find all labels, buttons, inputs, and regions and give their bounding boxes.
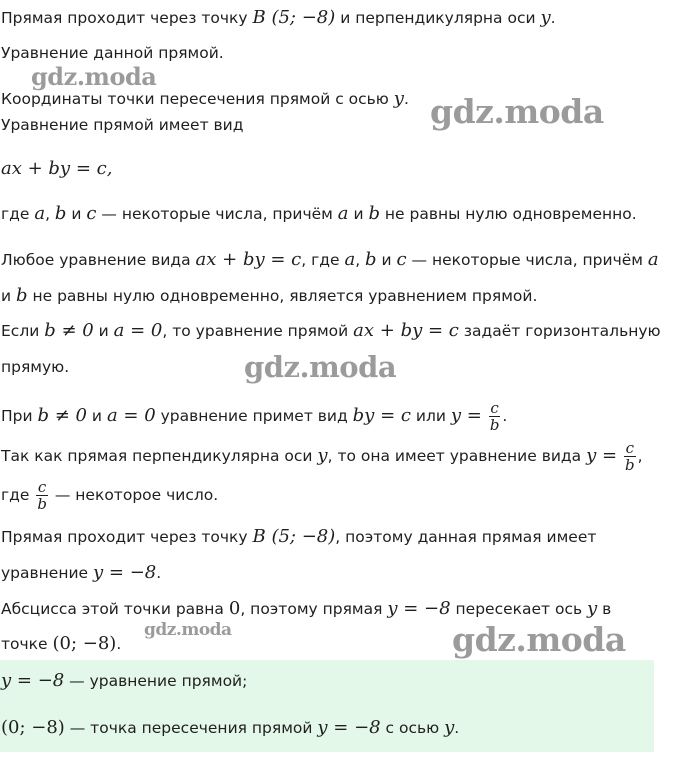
fraction-c-over-b: $\frac{c}{b}$ — [37, 478, 47, 513]
paragraph-line: Любое уравнение вида ax + by = c, где a, b и c — некоторые числа, причём a — [1, 249, 659, 270]
formula-general: ax + by = c, — [1, 158, 113, 179]
watermark-logo: gdz.moda — [452, 620, 626, 659]
paragraph-line: где $\frac{c}{b}$ — некоторое число. — [1, 478, 219, 513]
paragraph-line: При b ≠ 0 и a = 0 уравнение примет вид by = c или y = $\frac{c}{b}$ . — [1, 399, 508, 434]
answer-line-1: y = −8 — уравнение прямой; — [1, 670, 248, 691]
watermark-logo: gdz.moda — [244, 350, 397, 384]
fraction-c-over-b: $\frac{c}{b}$ — [624, 439, 635, 474]
paragraph-line: Абсцисса этой точки равна 0, поэтому прямая y = −8 пересекает ось y в — [1, 598, 612, 619]
problem-statement: Прямая проходит через точку B (5; −8) и перпендикулярна оси y. — [1, 7, 556, 28]
paragraph-line: точке (0; −8). — [1, 633, 122, 654]
paragraph-line: прямую. — [1, 358, 70, 376]
watermark-logo: gdz.moda — [144, 620, 232, 640]
watermark-logo: gdz.moda — [31, 62, 157, 91]
task-1: Уравнение данной прямой. — [1, 44, 224, 62]
fraction-c-over-b: $\frac{c}{b}$ — [489, 399, 500, 434]
paragraph-line: Уравнение прямой имеет вид — [1, 116, 244, 134]
watermark-logo: gdz.moda — [430, 92, 604, 131]
paragraph-line: уравнение y = −8. — [1, 562, 162, 583]
paragraph-line: Если b ≠ 0 и a = 0, то уравнение прямой ax + by = c задаёт горизонтальную — [1, 320, 661, 341]
task-2: Координаты точки пересечения прямой с осью y. — [1, 88, 409, 109]
paragraph-line: Так как прямая перпендикулярна оси y, то она имеет уравнение вида y = $\frac{c}{b}$ , — [1, 439, 643, 474]
paragraph-line: и b не равны нулю одновременно, является уравнением прямой. — [1, 285, 538, 306]
paragraph-line: Прямая проходит через точку B (5; −8), поэтому данная прямая имеет — [1, 526, 597, 547]
answer-line-2: (0; −8) — точка пересечения прямой y = −8 с осью y. — [1, 717, 460, 738]
paragraph-line: где a, b и c — некоторые числа, причём a и b не равны нулю одновременно. — [1, 203, 637, 224]
